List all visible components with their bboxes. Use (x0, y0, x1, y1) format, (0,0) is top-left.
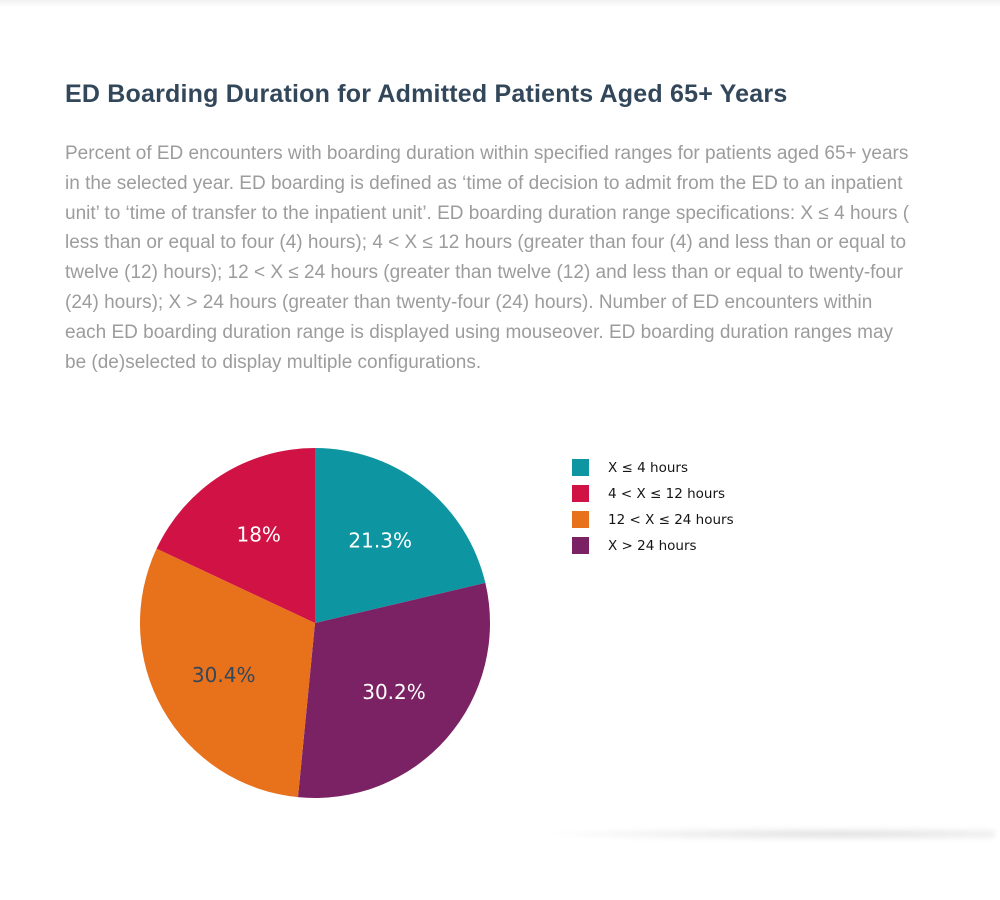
legend-swatch-icon (572, 459, 589, 476)
legend-label: X ≤ 4 hours (608, 459, 688, 476)
legend-swatch-icon (572, 537, 589, 554)
pie-chart-svg[interactable] (115, 423, 515, 823)
legend-item-3[interactable] (572, 511, 734, 528)
legend-swatch-icon (572, 511, 589, 528)
pie-slice-label-4: 18% (236, 522, 281, 547)
chart-description: Percent of ED encounters with boarding duration within specified ranges for patients aged 65+ years in the selected year. ED boarding is defined as ‘time of decision to admit from the ED to an inpatient unit’ to ‘time of transfer to the inpatient unit’. ED boarding duration range specifications: X ≤ 4 hours ( less than or equal to four (4) hours); 4 < X ≤ 12 hours (greater than four (4) and less than or equal to twelve (12) hours); 12 < X ≤ 24 hours (greater than twelve (12) and less than or equal to twenty-four (24) hours); X > 24 hours (greater than twenty-four (24) hours). Number of ED encounters within each ED boarding duration range is displayed using mouseover. ED boarding duration ranges may be (de)selected to display multiple configurations. (65, 143, 910, 373)
legend-label: 4 < X ≤ 12 hours (608, 485, 726, 502)
legend-item-4[interactable] (572, 537, 734, 554)
legend-swatch-icon (572, 485, 589, 502)
legend-item-1[interactable] (572, 459, 734, 476)
top-shadow-divider (0, 0, 1000, 7)
bottom-card-shadow (545, 827, 995, 841)
page-title: ED Boarding Duration for Admitted Patients Aged 65+ Years (65, 80, 788, 108)
pie-slice-label-1: 21.3% (348, 528, 412, 553)
pie-slice-label-3: 30.4% (191, 662, 256, 687)
legend-item-2[interactable] (572, 485, 734, 502)
chart-legend (572, 459, 734, 563)
legend-label: 12 < X ≤ 24 hours (608, 511, 734, 528)
legend-label: X > 24 hours (608, 537, 697, 554)
pie-slice-label-2: 30.2% (362, 680, 426, 705)
